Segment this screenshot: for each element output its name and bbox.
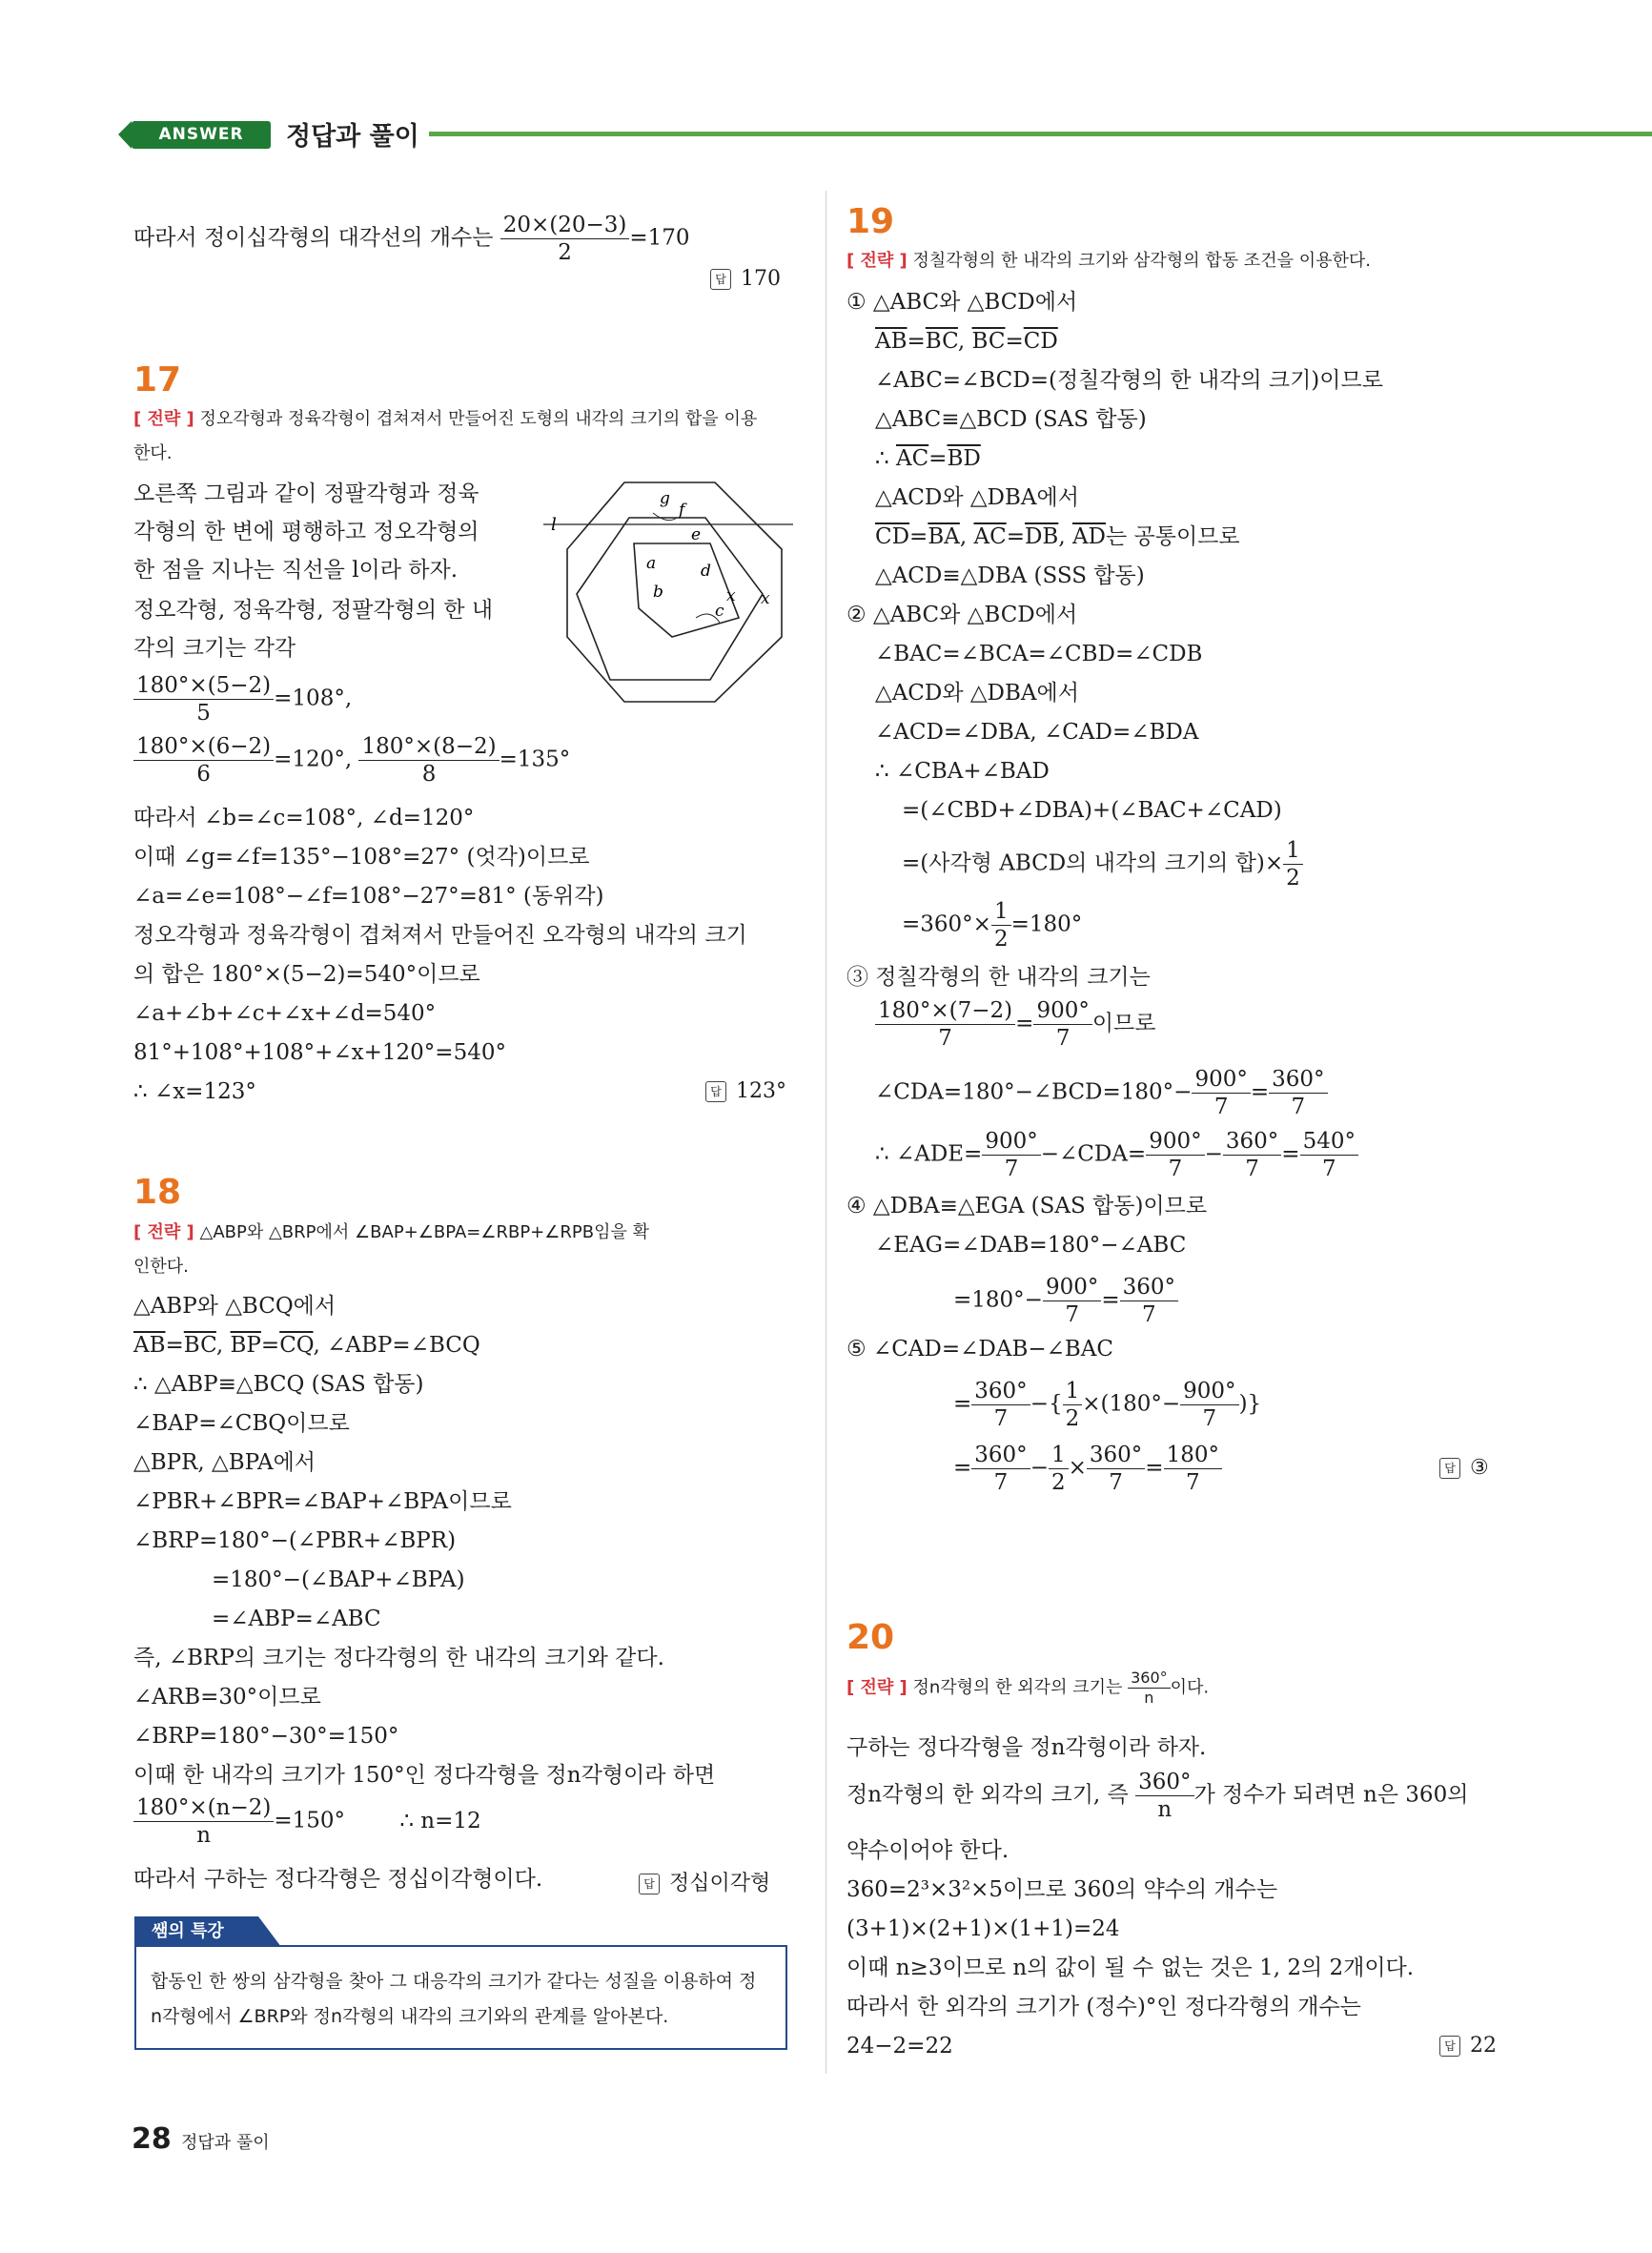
p19-360-line: =360°× $\frac{1}{2}$ =180°	[902, 899, 1083, 952]
p18-frac: $\frac{180^\circ\times(n-2)}{n}$ =150° ∴ n=12	[133, 1794, 481, 1849]
p19-line-4: △ABC≡△BCD (SAS 합동)	[875, 407, 1147, 432]
tip-line-2: n각형에서 ∠BRP와 정n각형의 내각의 크기와의 관계를 알아본다.	[151, 2006, 669, 2027]
p20-answer: 답 22	[1439, 2034, 1497, 2058]
p19-cad-line-1: = $\frac{360^\circ}{7}$ −{ $\frac{1}{2}$ ×(180°− $\frac{900^\circ}{7}$ )}	[953, 1379, 1262, 1431]
p19-line-5: ∴ $\overline{AC}=\overline{BD}$	[875, 446, 981, 471]
p17-frac-2: $\frac{180^\circ\times(6-2)}{6}$ =120°, $\frac{180^\circ\times(8-2)}{8}$ =135°	[133, 733, 570, 788]
p18-line-9: =∠ABP=∠ABC	[212, 1607, 381, 1631]
problem-18-strategy: [ 전략 ] △ABP와 △BRP에서 ∠BAP+∠BPA=∠RBP+∠RPB임을 확 인한다.	[133, 1222, 649, 1277]
p19-line-14: =(∠CBD+∠DBA)+(∠BAC+∠CAD)	[902, 798, 1282, 823]
p17-line-11: ∠a+∠b+∠c+∠x+∠d=540°	[133, 1001, 437, 1026]
p19-answer: 답 ③	[1439, 1456, 1489, 1480]
p18-line-6: ∠PBR+∠BPR=∠BAP+∠BPA이므로	[133, 1489, 512, 1514]
tip-title: 쌤의 특강	[134, 1916, 258, 1947]
p19-sum-line: =(사각형 ABCD의 내각의 크기의 합)× $\frac{1}{2}$	[902, 837, 1303, 891]
p19-line-12: ∠ACD=∠DBA, ∠CAD=∠BDA	[875, 720, 1199, 745]
problem-19-number: 19	[846, 202, 895, 241]
label-x1: x	[726, 586, 736, 605]
header-title: 정답과 풀이	[286, 122, 419, 152]
p19-step5: ⑤ ∠CAD=∠DAB−∠BAC	[846, 1337, 1113, 1362]
p20-line-6: 이때 n≥3이므로 n의 값이 될 수 없는 것은 1, 2의 2개이다.	[846, 1956, 1415, 1980]
intro-answer: 답 170	[710, 267, 781, 291]
problem-20-number: 20	[846, 1618, 895, 1657]
p17-line-12: 81°+108°+108°+∠x+120°=540°	[133, 1040, 506, 1065]
p19-line-13: ∴ ∠CBA+∠BAD	[875, 759, 1050, 784]
p18-line-8: =180°−(∠BAP+∠BPA)	[212, 1567, 465, 1592]
octagon-shape	[567, 482, 782, 702]
p18-last: 따라서 구하는 정다각형은 정십이각형이다.	[133, 1867, 543, 1892]
p19-cda-line: ∠CDA=180°−∠BCD=180°− $\frac{900^\circ}{7}$ = $\frac{360^\circ}{7}$	[875, 1066, 1328, 1120]
p17-answer: 답 123°	[705, 1079, 786, 1103]
p20-line-5: (3+1)×(2+1)×(1+1)=24	[846, 1916, 1120, 1941]
p18-line-1: △ABP와 △BCQ에서	[133, 1294, 337, 1319]
p17-line-4: 정오각형, 정육각형, 정팔각형의 한 내	[133, 598, 494, 623]
p18-line-10: 즉, ∠BRP의 크기는 정다각형의 한 내각의 크기와 같다.	[133, 1646, 664, 1670]
p20-line-4: 360=2³×3²×5이므로 360의 약수의 개수는	[846, 1877, 1278, 1902]
label-x2: x	[761, 589, 770, 608]
p19-step4: ④ △DBA≡△EGA (SAS 합동)이므로	[846, 1194, 1208, 1219]
problem-17-strategy: [ 전략 ] 정오각형과 정육각형이 겹쳐져서 만들어진 도형의 내각의 크기의 합을 이용 한다.	[133, 409, 758, 463]
p17-line-3: 한 점을 지나는 직선을 l이라 하자.	[133, 558, 459, 583]
p18-line-7: ∠BRP=180°−(∠PBR+∠BPR)	[133, 1528, 457, 1553]
p19-eag-line: ∠EAG=∠DAB=180°−∠ABC	[875, 1233, 1187, 1258]
p19-step3: ③ 정칠각형의 한 내각의 크기는	[846, 965, 1151, 990]
problem-17-number: 17	[133, 360, 182, 399]
p18-line-2: $\overline{AB}=\overline{BC}$, $\overline{BP}=\overline{CQ}$, ∠ABP=∠BCQ	[133, 1333, 480, 1358]
p18-line-11: ∠ARB=30°이므로	[133, 1685, 321, 1710]
p19-line-1: ① △ABC와 △BCD에서	[846, 290, 1078, 315]
p17-line-7: 이때 ∠g=∠f=135°−108°=27° (엇각)이므로	[133, 845, 590, 870]
p20-line-7: 따라서 한 외각의 크기가 (정수)°인 정다각형의 개수는	[846, 1995, 1361, 2019]
p19-eag2-line: =180°− $\frac{900^\circ}{7}$ = $\frac{360^\circ}{7}$	[953, 1274, 1178, 1328]
tip-line-1: 합동인 한 쌍의 삼각형을 찾아 그 대응각의 크기가 같다는 성질을 이용하여 정	[151, 1971, 757, 1992]
p17-line-9: 정오각형과 정육각형이 겹쳐져서 만들어진 오각형의 내각의 크기	[133, 923, 747, 948]
p17-line-8: ∠a=∠e=108°−∠f=108°−27°=81° (동위각)	[133, 884, 604, 909]
p20-line-3: 약수이어야 한다.	[846, 1838, 1010, 1863]
label-c: c	[715, 602, 724, 621]
p20-line-1: 구하는 정다각형을 정n각형이라 하자.	[846, 1735, 1207, 1760]
problem-20-strategy: [ 전략 ] 정n각형의 한 외각의 크기는 $\frac{360^\circ}{n}$ 이다.	[846, 1669, 1210, 1707]
p17-line-10: 의 합은 180°×(5−2)=540°이므로	[133, 962, 480, 987]
p19-ade-line: ∴ ∠ADE= $\frac{900^\circ}{7}$ −∠CDA= $\frac{900^\circ}{7}$ − $\frac{360^\circ}{7}$ = $\frac{540^\circ}{7}$	[875, 1128, 1358, 1182]
p19-line-7: $\overline{CD}=\overline{BA}$, $\overline{AC}=\overline{DB}$, $\overline{AD}$는 공통이므로	[875, 524, 1240, 549]
p19-line-2: $\overline{AB}=\overline{BC}$, $\overline{BC}=\overline{CD}$	[875, 329, 1058, 354]
problem-19-strategy: [ 전략 ] 정칠각형의 한 내각의 크기와 삼각형의 합동 조건을 이용한다.	[846, 251, 1371, 271]
p18-line-3: ∴ △ABP≡△BCQ (SAS 합동)	[133, 1372, 424, 1397]
p19-line-6: △ACD와 △DBA에서	[875, 485, 1079, 510]
p17-line-6: 따라서 ∠b=∠c=108°, ∠d=120°	[133, 806, 475, 830]
p19-line-11: △ACD와 △DBA에서	[875, 681, 1079, 706]
label-l: l	[551, 515, 557, 535]
p19-step3-frac: $\frac{180^\circ\times(7-2)}{7}$ = $\frac{900^\circ}{7}$ 이므로	[875, 997, 1156, 1052]
p18-line-12: ∠BRP=180°−30°=150°	[133, 1724, 399, 1749]
page-number: 28	[132, 2122, 172, 2156]
answer-badge: ANSWER	[132, 121, 271, 149]
p20-line-2: 정n각형의 한 외각의 크기, 즉 $\frac{360^\circ}{n}$ 가 정수가 되려면 n은 360의	[846, 1770, 1469, 1822]
p19-line-10: ∠BAC=∠BCA=∠CBD=∠CDB	[875, 642, 1203, 666]
p17-line-13: ∴ ∠x=123°	[133, 1079, 256, 1104]
p17-frac-1: $\frac{180^\circ\times(5-2)}{5}$ =108°,	[133, 672, 352, 727]
tip-box	[134, 1945, 787, 2050]
footer-label: 정답과 풀이	[181, 2133, 270, 2153]
p19-cad-line-2: = $\frac{360^\circ}{7}$ − $\frac{1}{2}$ × $\frac{360^\circ}{7}$ = $\frac{180^\circ}{7}$	[953, 1442, 1222, 1496]
label-d: d	[701, 562, 711, 581]
p20-line-8: 24−2=22	[846, 2034, 953, 2058]
label-b: b	[653, 583, 663, 602]
label-g: g	[660, 489, 670, 508]
header-rule	[429, 132, 1652, 136]
p17-line-5: 각의 크기는 각각	[133, 636, 296, 661]
p17-line-1: 오른쪽 그림과 같이 정팔각형과 정육	[133, 481, 479, 506]
label-a: a	[646, 554, 657, 573]
p18-line-4: ∠BAP=∠CBQ이므로	[133, 1411, 350, 1436]
label-e: e	[691, 525, 702, 544]
p19-line-8: △ACD≡△DBA (SSS 합동)	[875, 563, 1145, 588]
problem-18-number: 18	[133, 1173, 182, 1212]
p18-line-13: 이때 한 내각의 크기가 150°인 정다각형을 정n각형이라 하면	[133, 1763, 716, 1788]
p19-line-9: ② △ABC와 △BCD에서	[846, 603, 1078, 627]
intro-line: 따라서 정이십각형의 대각선의 개수는 $\frac{20\times(20-3)}{2}$ =170	[133, 213, 690, 265]
p18-answer: 답 정십이각형	[639, 1867, 770, 1896]
p19-line-3: ∠ABC=∠BCD=(정칠각형의 한 내각의 크기)이므로	[875, 368, 1383, 393]
p17-line-2: 각형의 한 변에 평행하고 정오각형의	[133, 520, 479, 544]
p18-line-5: △BPR, △BPA에서	[133, 1450, 316, 1475]
polygon-figure	[543, 475, 796, 708]
label-f: f	[679, 501, 685, 520]
